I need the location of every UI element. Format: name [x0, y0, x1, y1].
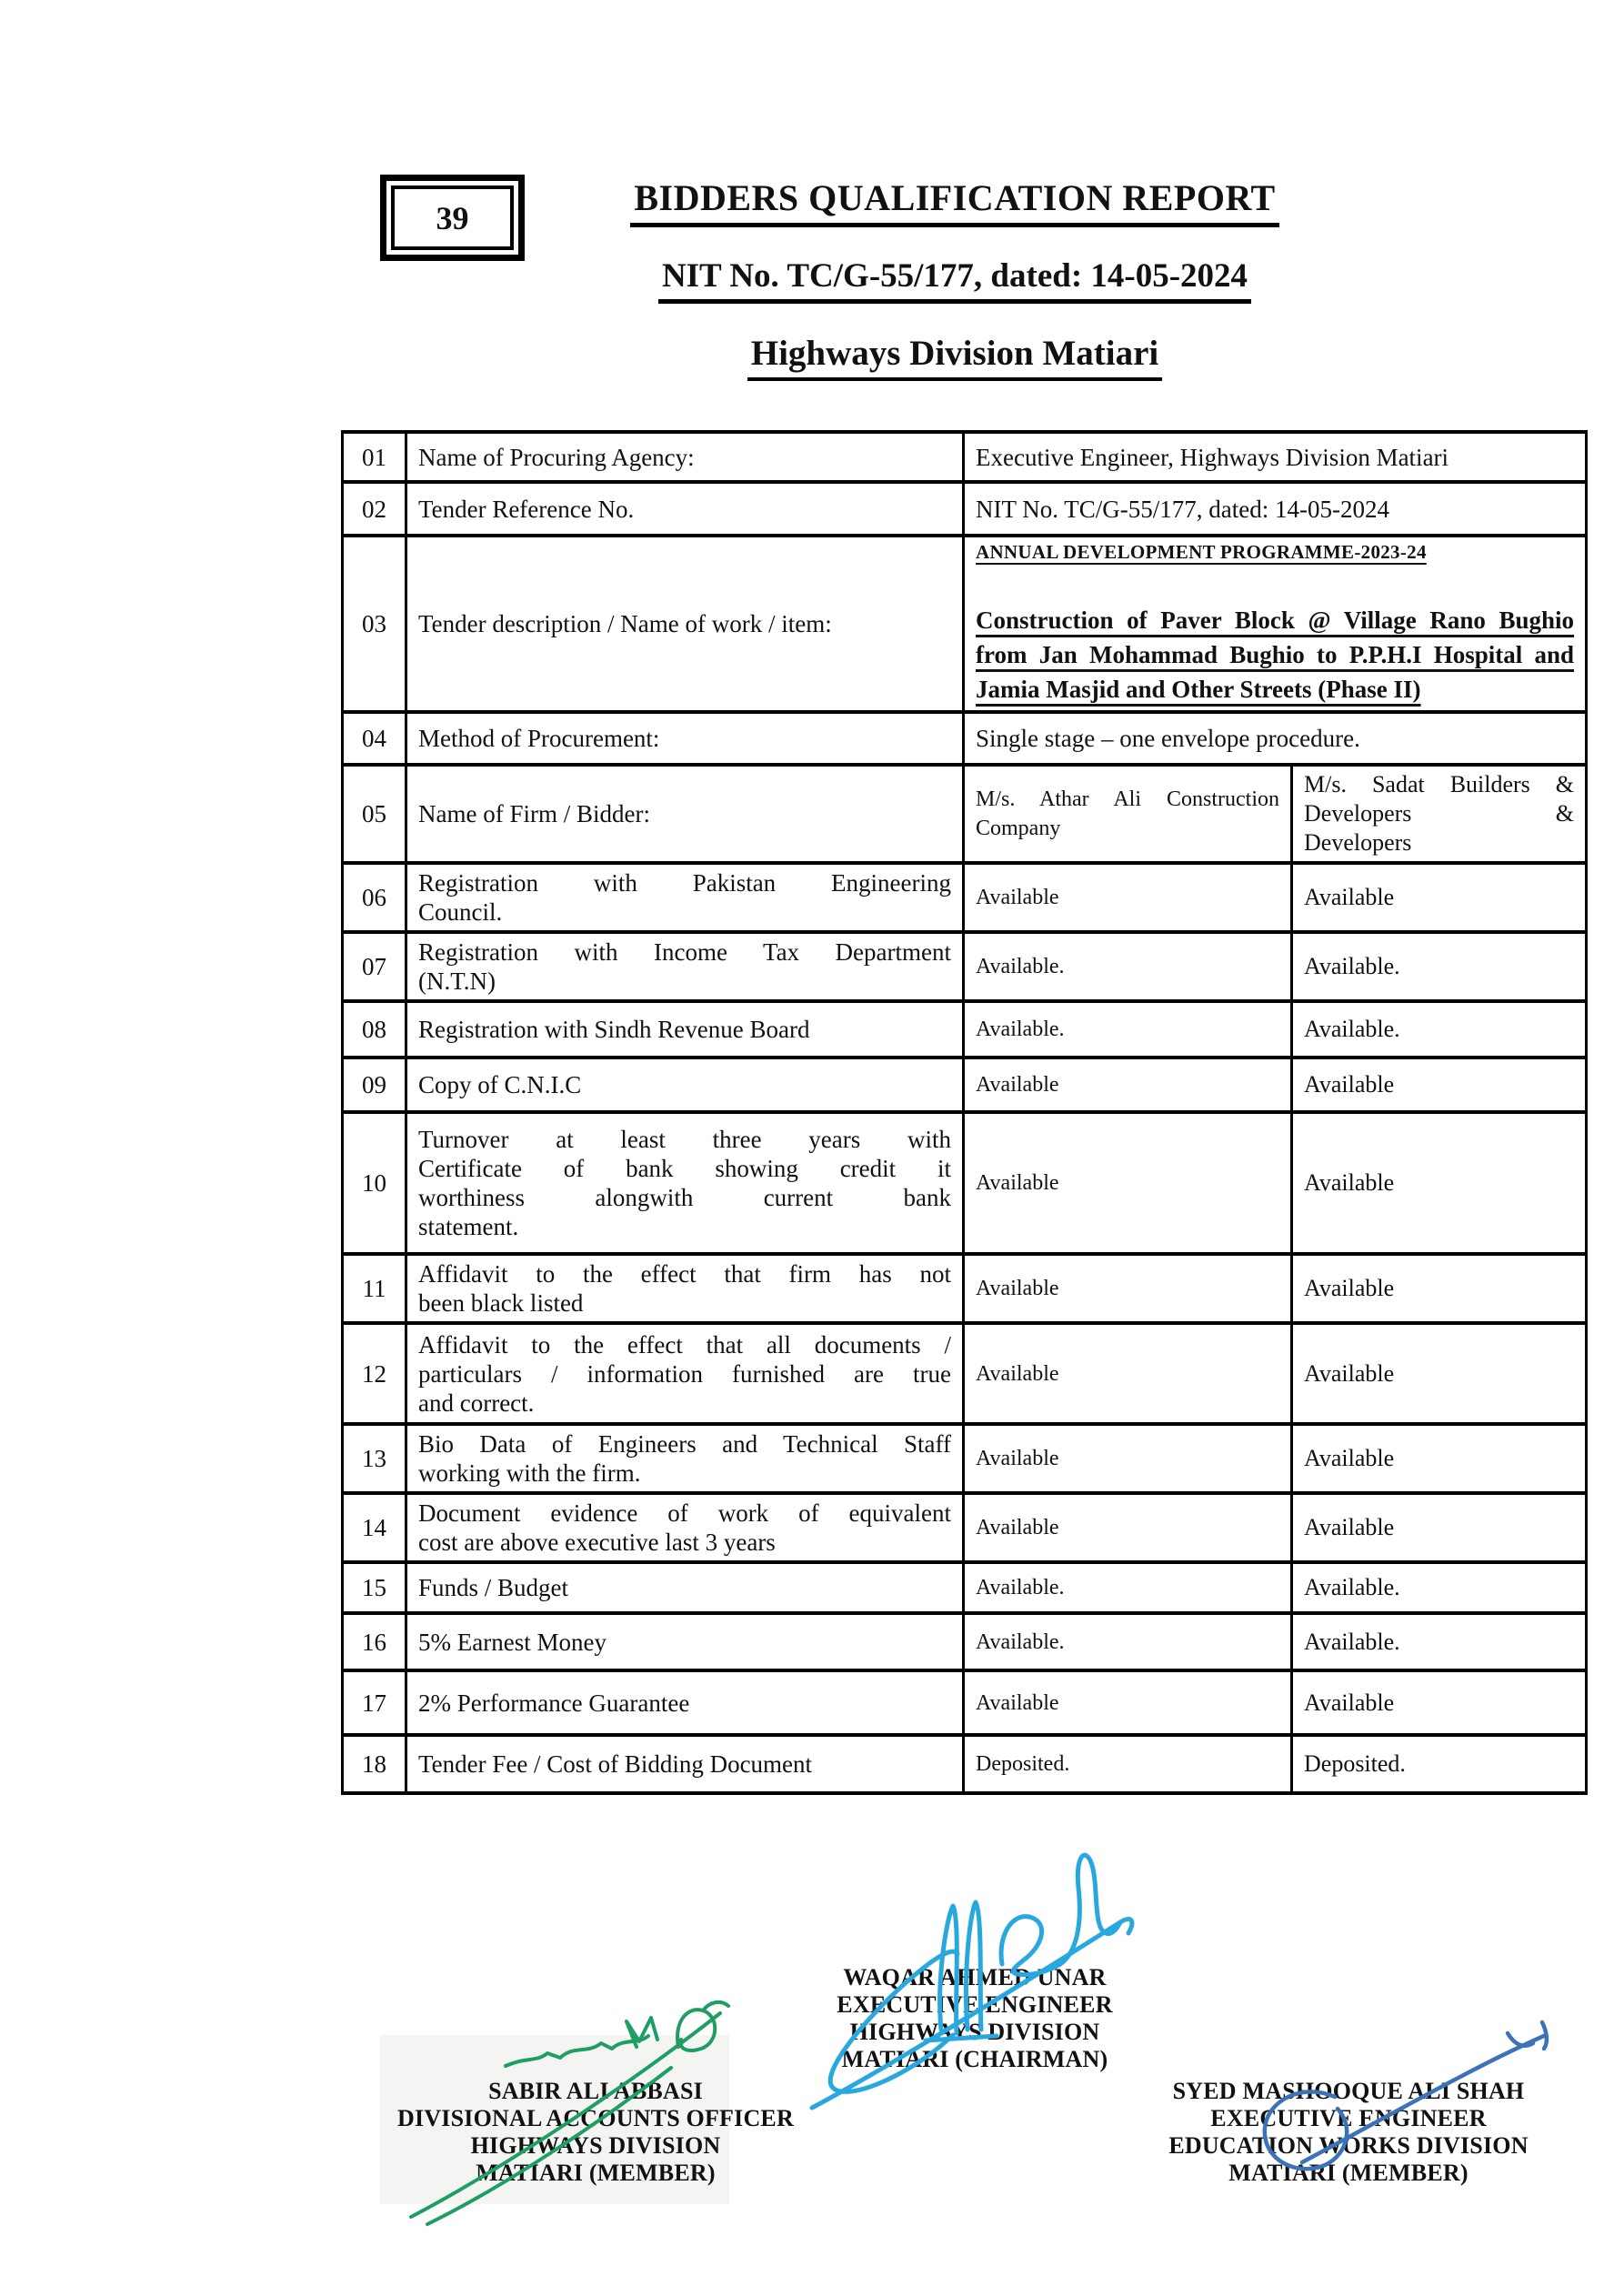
row-number-cell: 14 [343, 1493, 406, 1562]
signatory-role: MATIARI (MEMBER) [1228, 2160, 1469, 2186]
bidder2-value-cell: Available [1292, 1254, 1587, 1323]
bidder1-value-cell: Deposited. [964, 1735, 1292, 1793]
bidder1-value-cell: Available. [964, 932, 1292, 1001]
row-number-cell: 17 [343, 1670, 406, 1735]
bidder1-value-cell: Available [964, 1323, 1292, 1424]
bidder1-value-cell: Available. [964, 1001, 1292, 1058]
signatory-role: MATIARI (MEMBER) [476, 2160, 716, 2186]
bidder2-value-cell: Available [1292, 1493, 1587, 1562]
signatory-name: SYED MASHOOQUE ALI SHAH [1172, 2078, 1525, 2104]
row-label-cell: Document evidence of work of equivalent cost are above executive last 3 years [406, 1493, 964, 1562]
bidder2-value-cell: Available. [1292, 1613, 1587, 1670]
bidder1-value-cell: Available. [964, 1613, 1292, 1670]
row-number-cell: 12 [343, 1323, 406, 1424]
signatory-title: DIVISIONAL ACCOUNTS OFFICER [397, 2105, 794, 2131]
table-row [343, 1323, 1587, 1424]
programme-heading: ANNUAL DEVELOPMENT PROGRAMME-2023-24 [976, 541, 1427, 563]
row-label-cell: Tender Reference No. [406, 482, 964, 536]
signatory-title: EXECUTIVE ENGINEER [837, 1991, 1113, 2018]
row-number-cell: 06 [343, 863, 406, 932]
row-label-cell: Registration with Income Tax Department (N.T.N) [406, 932, 964, 1001]
table-row [343, 932, 1587, 1001]
row-number-cell: 07 [343, 932, 406, 1001]
table-row [343, 712, 1587, 765]
bidder2-value-cell: Available [1292, 1323, 1587, 1424]
row-value-cell: Single stage – one envelope procedure. [964, 712, 1587, 765]
row-value-cell: Executive Engineer, Highways Division Matiari [964, 432, 1587, 482]
row-number-cell: 15 [343, 1562, 406, 1613]
table-row [343, 1613, 1587, 1670]
row-number-cell: 02 [343, 482, 406, 536]
row-label-cell: Registration with Pakistan Engineering Council. [406, 863, 964, 932]
table-row [343, 1112, 1587, 1254]
bidder1-value-cell: Available [964, 863, 1292, 932]
row-number-cell: 16 [343, 1613, 406, 1670]
table-row [343, 863, 1587, 932]
row-value-cell: NIT No. TC/G-55/177, dated: 14-05-2024 [964, 482, 1587, 536]
row-number-cell: 01 [343, 432, 406, 482]
row-number-cell: 10 [343, 1112, 406, 1254]
bidder1-value-cell: Available [964, 1670, 1292, 1735]
work-description: Construction of Paver Block @ Village Rano Bughio from Jan Mohammad Bughio to P.P.H.I Hospital and Jamia Masjid and Other Streets (Phase II) [976, 607, 1575, 703]
signatory-role: MATIARI (CHAIRMAN) [841, 2046, 1108, 2072]
row-number-cell: 13 [343, 1424, 406, 1493]
row-label-cell: Funds / Budget [406, 1562, 964, 1613]
table-row [343, 482, 1587, 536]
row-number-cell: 18 [343, 1735, 406, 1793]
row-label-cell: Turnover at least three years with Certificate of bank showing credit it worthiness alongwith current bank statement. [406, 1112, 964, 1254]
row-label-cell: Name of Firm / Bidder: [406, 765, 964, 863]
signature-block-member-right [1130, 2078, 1567, 2187]
table-row [343, 1058, 1587, 1112]
row-label-cell: Registration with Sindh Revenue Board [406, 1001, 964, 1058]
bidder2-value-cell: Available [1292, 1112, 1587, 1254]
table-row [343, 1001, 1587, 1058]
bidder2-value-cell: Available [1292, 863, 1587, 932]
page-number-text: 39 [391, 185, 514, 250]
signatory-division: EDUCATION WORKS DIVISION [1168, 2132, 1529, 2159]
signatory-name: SABIR ALI ABBASI [488, 2078, 703, 2104]
nit-reference-line: NIT No. TC/G-55/177, dated: 14-05-2024 [627, 256, 1282, 304]
bidder2-value-cell: Available. [1292, 1562, 1587, 1613]
signature-block-member-left [377, 2078, 814, 2187]
signatory-division: HIGHWAYS DIVISION [849, 2019, 1100, 2045]
row-label-cell: Copy of C.N.I.C [406, 1058, 964, 1112]
bidder2-value-cell: Available [1292, 1424, 1587, 1493]
row-number-cell: 11 [343, 1254, 406, 1323]
row-label-cell: 2% Performance Guarantee [406, 1670, 964, 1735]
table-row [343, 1562, 1587, 1613]
signature-block-chairman [757, 1964, 1193, 2073]
table-row [343, 1493, 1587, 1562]
bidder1-value-cell: Available. [964, 1562, 1292, 1613]
row-label-cell: Tender Fee / Cost of Bidding Document [406, 1735, 964, 1793]
bidder1-value-cell: Available [964, 1112, 1292, 1254]
row-number-cell: 09 [343, 1058, 406, 1112]
table-row [343, 432, 1587, 482]
signatory-division: HIGHWAYS DIVISION [470, 2132, 721, 2159]
signatory-title: EXECUTIVE ENGINEER [1210, 2105, 1487, 2131]
table-row [343, 1254, 1587, 1323]
bidder1-value-cell: Available [964, 1424, 1292, 1493]
row-label-cell: Name of Procuring Agency: [406, 432, 964, 482]
bidder2-value-cell: Available [1292, 1058, 1587, 1112]
qualification-table [341, 430, 1588, 1795]
table-row [343, 536, 1587, 712]
row-label-cell: Tender description / Name of work / item: [406, 536, 964, 712]
row-label-cell: Method of Procurement: [406, 712, 964, 765]
row-number-cell: 08 [343, 1001, 406, 1058]
bidder1-value-cell: Available [964, 1058, 1292, 1112]
row-number-cell: 05 [343, 765, 406, 863]
report-title: BIDDERS QUALIFICATION REPORT [627, 176, 1282, 227]
bidder1-value-cell: Available [964, 1493, 1292, 1562]
page-number-badge [380, 175, 525, 261]
bidder2-value-cell: Deposited. [1292, 1735, 1587, 1793]
bidder2-value-cell: Available. [1292, 1001, 1587, 1058]
row-number-cell: 03 [343, 536, 406, 712]
table-row [343, 765, 1587, 863]
row-label-cell: Affidavit to the effect that all documents / particulars / information furnished are true and correct. [406, 1323, 964, 1424]
table-row [343, 1670, 1587, 1735]
bidder2-value-cell: Available. [1292, 932, 1587, 1001]
row-label-cell: Affidavit to the effect that firm has not been black listed [406, 1254, 964, 1323]
row-number-cell: 04 [343, 712, 406, 765]
row-value-cell [964, 536, 1587, 712]
division-title: Highways Division Matiari [627, 333, 1282, 381]
signatory-name: WAQAR AHMED UNAR [843, 1964, 1107, 1990]
bidder2-value-cell: Available [1292, 1670, 1587, 1735]
bidder2-value-cell: M/s. Sadat Builders & Developers & Developers [1292, 765, 1587, 863]
table-row [343, 1735, 1587, 1793]
row-label-cell: 5% Earnest Money [406, 1613, 964, 1670]
bidder1-value-cell: Available [964, 1254, 1292, 1323]
row-label-cell: Bio Data of Engineers and Technical Staff working with the firm. [406, 1424, 964, 1493]
table-row [343, 1424, 1587, 1493]
bidder1-value-cell: M/s. Athar Ali Construction Company [964, 765, 1292, 863]
